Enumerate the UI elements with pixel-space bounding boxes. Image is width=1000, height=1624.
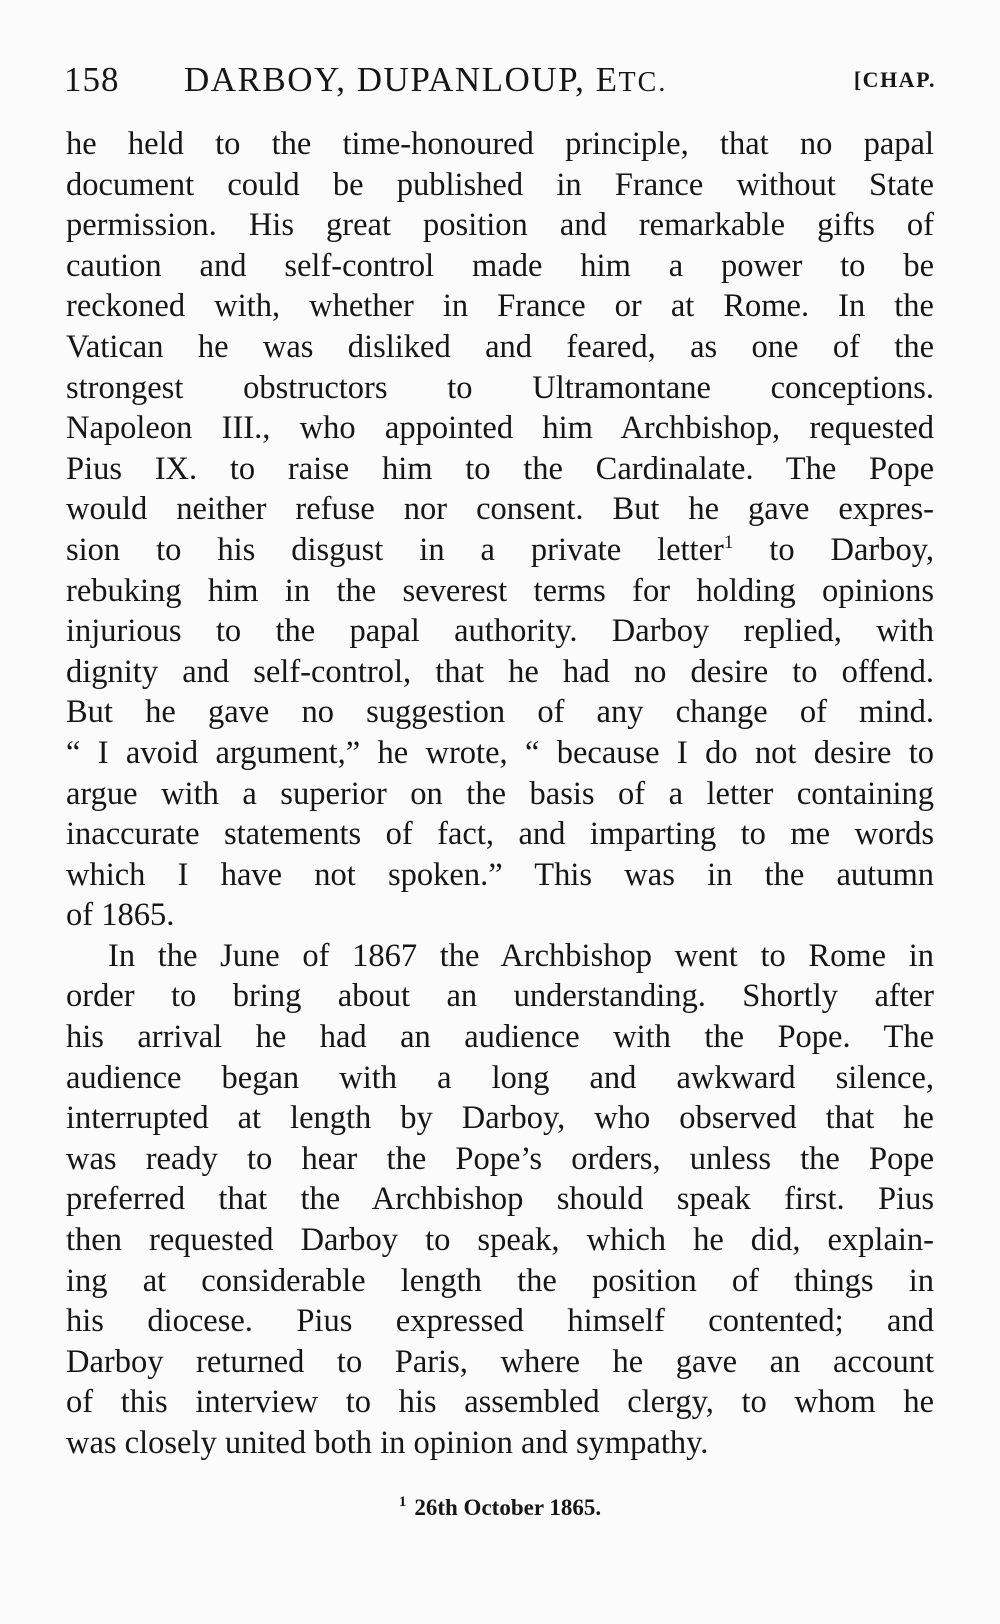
footnote-reference: 1 — [723, 531, 734, 553]
text-line — [66, 530, 934, 571]
line-segment: to Darboy, — [733, 531, 935, 568]
running-title — [184, 56, 667, 107]
running-header — [64, 56, 936, 104]
body-text — [66, 124, 934, 1464]
text-line: which I have not spoken.” This was in the autumn — [66, 856, 934, 893]
text-line: But he gave no suggestion of any change of mind. — [66, 694, 934, 731]
text-line: ing at considerable length the position of things in — [66, 1262, 934, 1299]
text-line: audience began with a long and awkward silence, — [66, 1059, 934, 1096]
text-line: Vatican he was disliked and feared, as one of the — [66, 328, 934, 365]
running-title-main: DARBOY, DUPANLOUP, E — [184, 60, 619, 99]
text-line: Napoleon III., who appointed him Archbishop, requested — [66, 410, 934, 447]
text-line: “ I avoid argument,” he wrote, “ because I do not desire to — [66, 734, 934, 771]
footnote-marker: 1 — [398, 1494, 407, 1510]
text-line: interrupted at length by Darboy, who observed that he — [66, 1100, 934, 1137]
text-line: argue with a superior on the basis of a letter containing — [66, 775, 934, 812]
text-line: strongest obstructors to Ultramontane conceptions. — [66, 369, 934, 406]
chapter-mark: [CHAP. — [853, 67, 936, 92]
page-number: 158 — [64, 60, 120, 99]
text-line: was closely united both in opinion and sympathy. — [66, 1425, 709, 1461]
text-line: reckoned with, whether in France or at Rome. In the — [66, 288, 934, 325]
text-line: Darboy returned to Paris, where he gave an account — [66, 1343, 934, 1380]
text-line: was ready to hear the Pope’s orders, unless the Pope — [66, 1140, 934, 1177]
text-line: then requested Darboy to speak, which he did, explain- — [66, 1222, 934, 1259]
running-title-small: TC. — [618, 67, 668, 98]
footnote-text: 26th October 1865. — [414, 1495, 602, 1520]
footnote — [0, 1495, 1000, 1521]
text-line: his diocese. Pius expressed himself contented; and — [66, 1303, 934, 1340]
text-line: document could be published in France without State — [66, 166, 934, 203]
text-line: rebuking him in the severest terms for holding opinions — [66, 572, 934, 609]
text-line: his arrival he had an audience with the Pope. The — [66, 1019, 934, 1056]
text-line: caution and self-control made him a power to be — [66, 247, 934, 284]
line-segment: sion to his disgust in a private letter — [66, 531, 724, 568]
text-line: Pius IX. to raise him to the Cardinalate. The Pope — [66, 450, 934, 487]
text-line: order to bring about an understanding. Shortly after — [66, 978, 934, 1015]
text-line: of this interview to his assembled clergy, to whom he — [66, 1384, 934, 1421]
text-line: of 1865. — [66, 897, 175, 934]
text-line: inaccurate statements of fact, and imparting to me words — [66, 816, 934, 853]
text-line: permission. His great position and remarkable gifts of — [66, 207, 934, 244]
text-line: preferred that the Archbishop should speak first. Pius — [66, 1181, 934, 1218]
text-line: he held to the time-honoured principle, that no papal — [66, 126, 934, 162]
text-line: injurious to the papal authority. Darboy replied, with — [66, 613, 934, 650]
text-line: In the June of 1867 the Archbishop went to Rome in — [108, 937, 934, 974]
text-line: dignity and self-control, that he had no desire to offend. — [66, 653, 934, 690]
text-line: would neither refuse nor consent. But he gave expres- — [66, 491, 934, 528]
